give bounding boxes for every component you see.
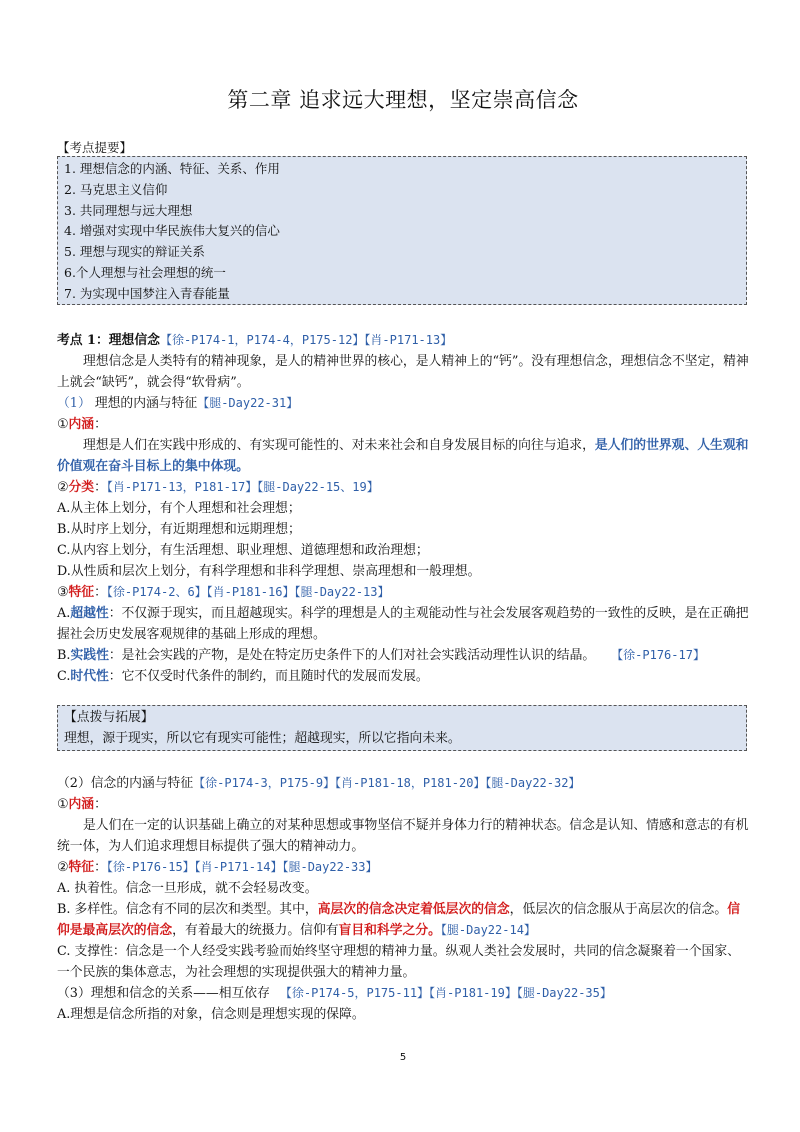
section-ideals (57, 330, 749, 687)
tezheng2-b2: ，低层次的信念服从于高层次的信念。 (509, 902, 728, 917)
tezheng1-a-prefix: A. (57, 606, 71, 621)
kaodian-item: 7. 为实现中国梦注入青春能量 (64, 285, 230, 301)
s3-heading (57, 983, 749, 1004)
fenlei-label: 分类 (68, 480, 95, 495)
neihan2-label: 内涵 (68, 797, 95, 812)
fenlei-item: D.从性质和层次上划分，有科学理想和非科学理想、崇高理想和一般理想。 (57, 564, 481, 579)
kaodian-item: 1. 理想信念的内涵、特征、关系、作用 (64, 161, 280, 176)
fenlei-item: A.从主体上划分，有个人理想和社会理想； (57, 501, 301, 516)
tezheng2-a: A. 执着性。信念一旦形成，就不会轻易改变。 (57, 881, 318, 896)
fenlei-colon: ： (94, 480, 107, 495)
neihan1-heading (57, 414, 749, 435)
tezheng1-num: ③ (57, 585, 69, 600)
neihan1-num: ① (57, 417, 69, 432)
s2-refs: 【徐-P174-3，P175-9】【肖-P181-18，P181-20】【腿-Day22-32】 (193, 776, 581, 790)
kaodian-item: 3. 共同理想与远大理想 (64, 202, 193, 218)
kd1-refs: 【徐-P174-1，P174-4，P175-12】【肖-P171-13】 (159, 333, 453, 347)
tezheng1-a-term: 超越性 (70, 606, 109, 621)
s2-heading (57, 773, 749, 794)
dianbo-header: 【点拨与拓展】 (64, 710, 154, 725)
tezheng1-refs: 【徐-P174-2、6】【肖-P181-16】【腿-Day22-13】 (106, 585, 390, 599)
neihan2-text: 是人们在一定的认识基础上确立的对某种思想或事物坚信不疑并身体力行的精神状态。信念是认知、情感和意志的有机统一体，为人们追求理想目标提供了强大的精神动力。 (57, 818, 749, 854)
tezheng1-b-text: ：是社会实践的产物，是处在特定历史条件下的人们对社会实践活动理性认识的结晶。 (108, 648, 596, 663)
s3-refs: 【徐-P174-5，P175-11】【肖-P181-19】【腿-Day22-35】 (279, 986, 612, 1000)
s1-num: （1） (57, 396, 91, 411)
tezheng1-a-text: ：不仅源于现实，而且超越现实。科学的理想是人的主观能动性与社会发展客观趋势的一致性的反映，是在正确把握社会历史发展客观规律的基础上形成的理想。 (57, 606, 749, 642)
tezheng1-a (57, 603, 749, 645)
tezheng2-b1: B. 多样性。信念有不同的层次和类型。其中， (57, 902, 318, 917)
kd1-intro: 理想信念是人类特有的精神现象，是人的精神世界的核心，是人精神上的“钙”。没有理想信念，理想信念不坚定，精神上就会“缺钙”，就会得“软骨病”。 (57, 354, 749, 390)
neihan1-body (57, 435, 749, 477)
tezheng1-c-prefix: C. (57, 669, 71, 684)
tezheng2-refs: 【徐-P176-15】【肖-P171-14】【腿-Day22-33】 (106, 860, 378, 874)
page-number: 5 (399, 1052, 407, 1063)
neihan2-heading (57, 794, 749, 815)
tezheng1-b-term: 实践性 (70, 648, 109, 663)
tezheng1-heading (57, 582, 749, 603)
fenlei-num: ② (57, 480, 69, 495)
tezheng2-label: 特征 (68, 860, 95, 875)
chapter-title: 第二章 追求远大理想，坚定崇高信念 (227, 88, 579, 112)
tezheng2-b-red3: 盲目和科学之分。 (338, 923, 441, 938)
s3-a: A.理想是信念所指的对象，信念则是理想实现的保障。 (57, 1007, 365, 1022)
s1-title: 理想的内涵与特征 (90, 396, 198, 411)
fenlei-heading (57, 477, 749, 498)
tezheng2-c: C. 支撑性：信念是一个人经受实践考验而始终坚守理想的精神力量。纵观人类社会发展时，共同的信念凝聚着一个国家、一个民族的集体意志，为社会理想的实现提供强大的精神力量。 (57, 944, 740, 980)
fenlei-refs: 【肖-P171-13，P181-17】【腿-Day22-15、19】 (106, 480, 379, 494)
neihan1-highlight: 是人们的世界观、人生观和价值观在奋斗目标上的集中体现。 (57, 438, 749, 474)
kd1-label: 考点 1：理想信念 (57, 333, 160, 348)
neihan1-text: 理想是人们在实践中形成的、有实现可能性的、对未来社会和自身发展目标的向往与追求， (83, 438, 595, 453)
tezheng1-c-text: ：它不仅受时代条件的制约，而且随时代的发展而发展。 (108, 669, 429, 684)
tezheng2-b (57, 899, 749, 941)
dianbo-text: 理想，源于现实，所以它有现实可能性；超越现实，所以它指向未来。 (64, 731, 461, 746)
tezheng2-b-red2: 信仰是最高层次的信念 (57, 902, 740, 938)
tezheng2-b3: ，有着最大的统摄力。信仰有 (172, 923, 339, 938)
neihan2-colon: ： (94, 797, 107, 812)
dianbo-box (57, 705, 747, 751)
kd1-heading (57, 330, 749, 351)
tezheng1-c (57, 666, 749, 687)
tezheng2-heading (57, 857, 749, 878)
kaodian-box (57, 156, 747, 305)
tezheng2-b-ref: 【腿-Day22-14】 (440, 923, 536, 937)
tezheng1-b-prefix: B. (57, 648, 71, 663)
tezheng1-b-ref: 【徐-P176-17】 (611, 648, 705, 662)
tezheng2-colon: ： (94, 860, 107, 875)
kaodian-item: 6.个人理想与社会理想的统一 (64, 264, 226, 280)
s1-refs: 【腿-Day22-31】 (197, 396, 299, 410)
tezheng2-num: ② (57, 860, 69, 875)
neihan1-colon: ： (94, 417, 107, 432)
tezheng1-b (57, 645, 749, 666)
tezheng1-label: 特征 (68, 585, 95, 600)
kaodian-item: 5. 理想与现实的辩证关系 (64, 244, 205, 260)
kaodian-header: 【考点提要】 (57, 140, 133, 155)
fenlei-item: C.从内容上划分，有生活理想、职业理想、道德理想和政治理想； (57, 543, 429, 558)
neihan2-num: ① (57, 797, 69, 812)
s1-heading (57, 393, 749, 414)
fenlei-item: B.从时序上划分，有近期理想和远期理想； (57, 522, 301, 537)
s2-title: （2）信念的内涵与特征 (57, 776, 194, 791)
kaodian-item: 2. 马克思主义信仰 (64, 181, 168, 197)
s3-title: （3）理想和信念的关系——相互依存 (57, 986, 270, 1001)
tezheng1-c-term: 时代性 (70, 669, 109, 684)
tezheng1-colon: ： (94, 585, 107, 600)
section-beliefs (57, 773, 749, 1025)
neihan1-label: 内涵 (68, 417, 95, 432)
kaodian-item: 4. 增强对实现中华民族伟大复兴的信心 (64, 223, 280, 239)
tezheng2-b-red1: 高层次的信念决定着低层次的信念 (317, 902, 510, 917)
